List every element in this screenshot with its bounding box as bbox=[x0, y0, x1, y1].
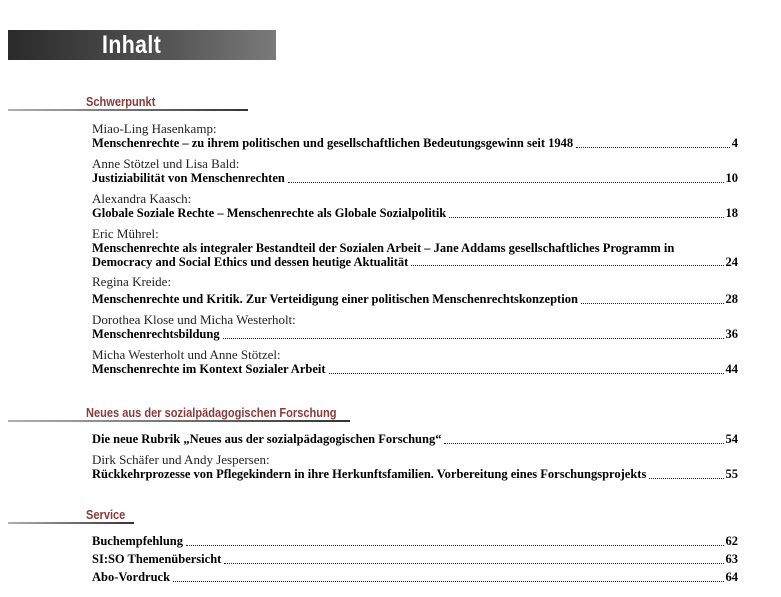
leader-dots bbox=[581, 303, 724, 304]
toc-section-schwerpunkt bbox=[92, 121, 738, 377]
leader-dots bbox=[576, 147, 730, 148]
toc-entry[interactable] bbox=[92, 156, 738, 186]
leader-dots bbox=[224, 563, 723, 564]
entry-title-line-1: Menschenrechte als integraler Bestandteil der Sozialen Arbeit – Jane Addams gesellschaftliches Programm in bbox=[92, 241, 675, 255]
entry-page: 44 bbox=[725, 362, 738, 376]
toc-entry[interactable] bbox=[92, 191, 738, 221]
leader-dots bbox=[223, 338, 724, 339]
entry-page: 54 bbox=[725, 432, 738, 446]
section-rule bbox=[8, 522, 134, 524]
entry-page: 24 bbox=[725, 255, 738, 269]
page-title: Inhalt bbox=[102, 31, 162, 59]
entry-title: Menschenrechte – zu ihrem politischen und gesellschaftlichen Bedeutungsgewinn seit 1948 bbox=[92, 136, 574, 150]
entry-page: 63 bbox=[725, 552, 738, 566]
entry-title: SI:SO Themenübersicht bbox=[92, 552, 222, 566]
entry-author: Alexandra Kaasch: bbox=[92, 191, 192, 206]
entry-title: Menschenrechtsbildung bbox=[92, 327, 220, 341]
entry-title: Buchempfehlung bbox=[92, 534, 183, 548]
entry-title: Globale Soziale Rechte – Menschenrechte als Globale Sozialpolitik bbox=[92, 206, 447, 220]
toc-entry[interactable] bbox=[92, 121, 738, 151]
section-heading-label: Neues aus der sozialpädagogischen Forschung bbox=[86, 405, 337, 420]
entry-title: Rückkehrprozesse von Pflegekindern in ihre Herkunftsfamilien. Vorbereitung eines Forschungsprojekts bbox=[92, 467, 647, 481]
toc-entry[interactable] bbox=[92, 432, 738, 447]
entry-title: Die neue Rubrik „Neues aus der sozialpädagogischen Forschung“ bbox=[92, 432, 442, 446]
toc-entry[interactable] bbox=[92, 226, 738, 269]
entry-page: 62 bbox=[725, 534, 738, 548]
toc-entry[interactable] bbox=[92, 534, 738, 549]
entry-title: Menschenrechte und Kritik. Zur Verteidigung einer politischen Menschenrechtskonzeption bbox=[92, 292, 578, 306]
entry-page: 10 bbox=[725, 171, 738, 185]
section-rule bbox=[8, 420, 350, 422]
leader-dots bbox=[449, 217, 723, 218]
leader-dots bbox=[186, 545, 724, 546]
leader-dots bbox=[288, 182, 724, 183]
entry-author: Micha Westerholt und Anne Stötzel: bbox=[92, 347, 281, 362]
entry-title-line-2: Democracy and Social Ethics und dessen heutige Aktualität bbox=[92, 255, 409, 269]
leader-dots bbox=[444, 443, 723, 444]
section-heading-label: Service bbox=[86, 507, 126, 522]
toc-entry[interactable] bbox=[92, 552, 738, 567]
entry-page: 18 bbox=[725, 206, 738, 220]
leader-dots bbox=[173, 581, 723, 582]
entry-page: 28 bbox=[725, 292, 738, 306]
entry-page: 36 bbox=[725, 327, 738, 341]
entry-title: Justiziabilität von Menschenrechten bbox=[92, 171, 285, 185]
entry-author: Regina Kreide: bbox=[92, 274, 172, 289]
entry-author: Dorothea Klose und Micha Westerholt: bbox=[92, 312, 296, 327]
section-heading-schwerpunkt bbox=[8, 94, 248, 116]
section-heading-service bbox=[8, 507, 134, 529]
section-heading-label: Schwerpunkt bbox=[86, 94, 156, 109]
entry-title: Abo-Vordruck bbox=[92, 570, 171, 584]
leader-dots bbox=[411, 265, 723, 266]
toc-entry[interactable] bbox=[92, 452, 738, 482]
toc-section-service bbox=[92, 534, 738, 585]
entry-author: Dirk Schäfer und Andy Jespersen: bbox=[92, 452, 270, 467]
toc-entry[interactable] bbox=[92, 274, 738, 307]
entry-author: Miao-Ling Hasenkamp: bbox=[92, 121, 217, 136]
entry-author: Eric Mührel: bbox=[92, 226, 159, 241]
section-rule bbox=[8, 109, 248, 111]
toc-entry[interactable] bbox=[92, 570, 738, 585]
entry-page: 55 bbox=[725, 467, 738, 481]
entry-page: 64 bbox=[725, 570, 738, 584]
toc-entry[interactable] bbox=[92, 312, 738, 342]
entry-page: 4 bbox=[731, 136, 738, 150]
entry-author: Anne Stötzel und Lisa Bald: bbox=[92, 156, 240, 171]
toc-section-forschung bbox=[92, 432, 738, 482]
page-title-banner bbox=[8, 30, 276, 60]
leader-dots bbox=[649, 478, 723, 479]
leader-dots bbox=[329, 373, 724, 374]
entry-title: Menschenrechte im Kontext Sozialer Arbeit bbox=[92, 362, 326, 376]
section-heading-forschung bbox=[8, 405, 350, 427]
toc-entry[interactable] bbox=[92, 347, 738, 377]
